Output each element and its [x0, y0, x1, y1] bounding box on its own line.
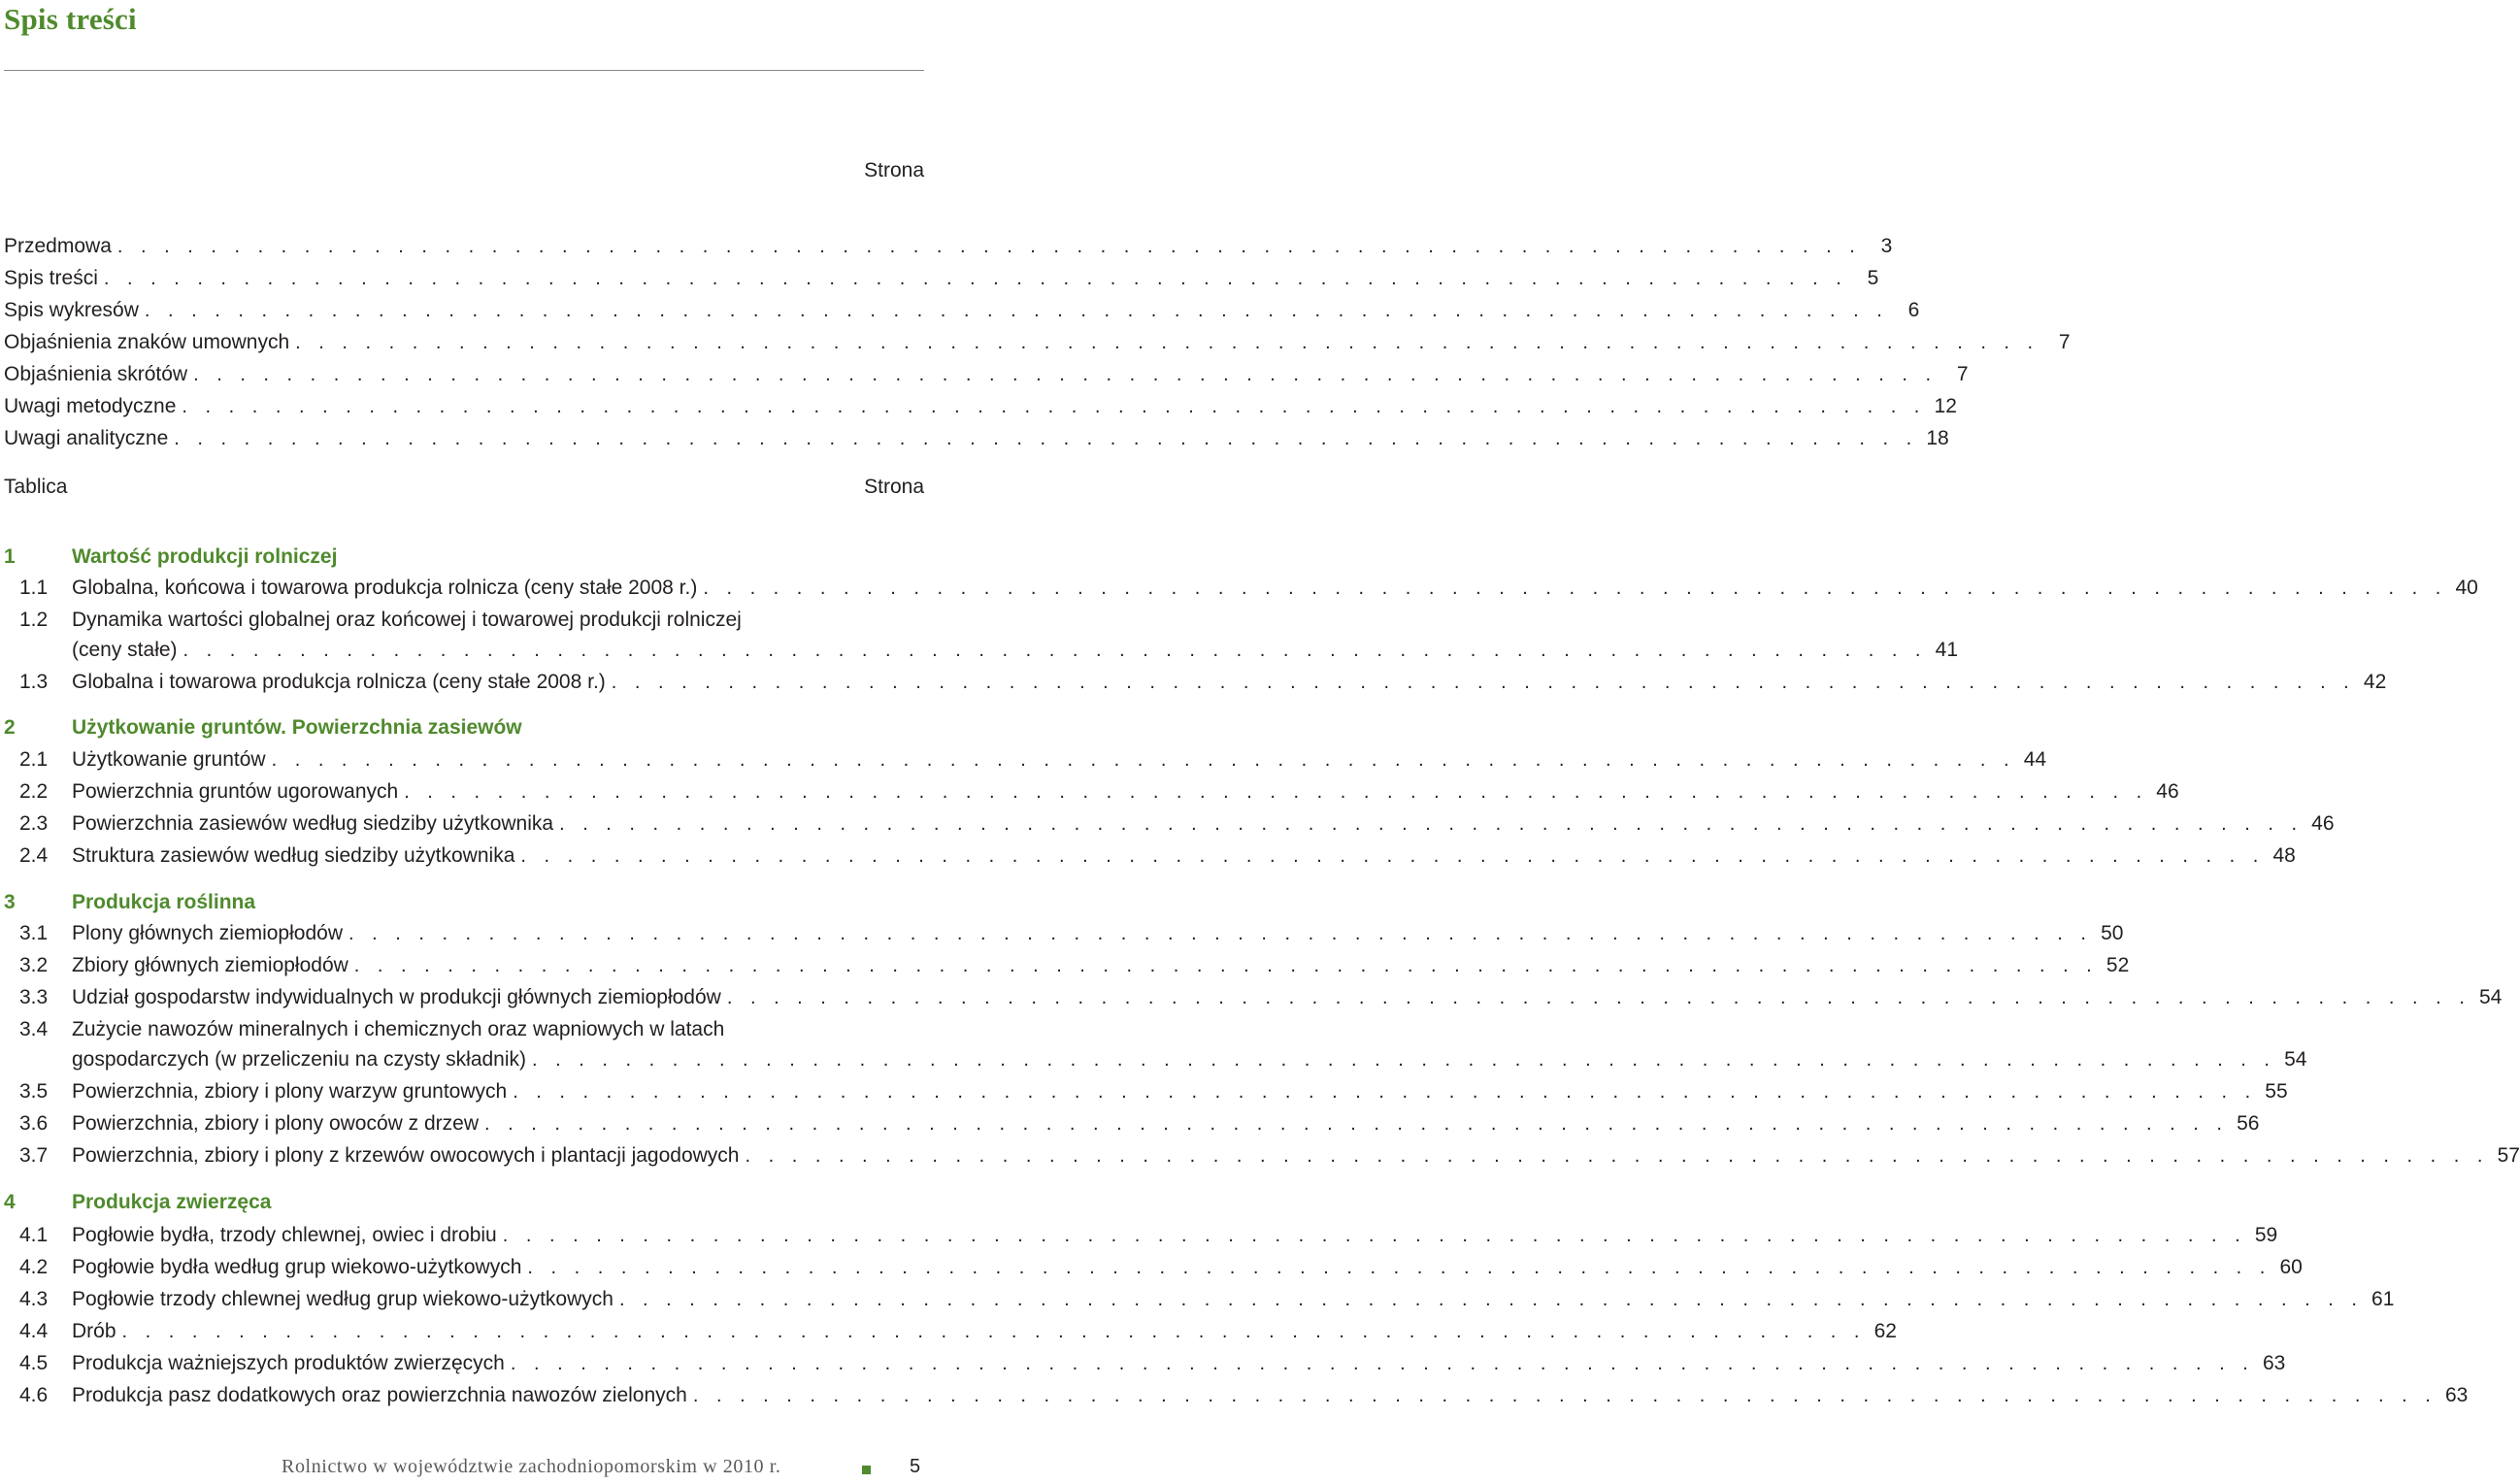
page-number: 46 [2156, 780, 2179, 803]
toc-entry[interactable] [4, 775, 2179, 804]
entry-number: 3.4 [19, 1018, 49, 1040]
strona-column-header: Strona [864, 159, 924, 181]
dot-leader: . . . . . . . . . . . . . . . . . . . . . . . . . . . . . . . . . . . . . . . . . . . . . . . . . . . . . . . . . . . . . . . . . . . . . . . . . . . [182, 640, 1927, 661]
entry-label: Powierzchnia zasiewów według siedziby użytkownika [72, 812, 554, 835]
footer-square-icon [862, 1466, 871, 1474]
entry-label: Globalna i towarowa produkcja rolnicza (ceny stałe 2008 r.) [72, 671, 606, 693]
toc-entry[interactable] [4, 1012, 920, 1041]
section-title: Produkcja zwierzęca [72, 1191, 272, 1213]
dot-leader: . . . . . . . . . . . . . . . . . . . . . . . . . . . . . . . . . . . . . . . . . . . . . . . . . . . . . . . . . . . . . . . . . . . . . . . . . . . [484, 1113, 2229, 1135]
dot-leader: . . . . . . . . . . . . . . . . . . . . . . . . . . . . . . . . . . . . . . . . . . . . . . . . . . . . . . . . . . . . . . . . . . . . . . . . . . . [502, 1225, 2247, 1246]
entry-number: 4.1 [19, 1224, 49, 1246]
toc-entry[interactable] [4, 421, 1949, 450]
page-number: 41 [1935, 639, 1958, 661]
section-number: 2 [4, 716, 16, 739]
page-number: 55 [2265, 1080, 2288, 1103]
entry-label: Plony głównych ziemiopłodów [72, 922, 343, 944]
dot-leader: . . . . . . . . . . . . . . . . . . . . . . . . . . . . . . . . . . . . . . . . . . . . . . . . . . . . . . . . . . . . . . . . . . . . . . . . . . . [182, 396, 1926, 417]
dot-leader: . . . . . . . . . . . . . . . . . . . . . . . . . . . . . . . . . . . . . . . . . . . . . . . . . . . . . . . . . . . . . . . . . . . . . . . . . . . [692, 1385, 2437, 1406]
dot-leader: . . . . . . . . . . . . . . . . . . . . . . . . . . . . . . . . . . . . . . . . . . . . . . . . . . . . . . . . . . . . . . . . . . . . . . . . . . . [520, 845, 2265, 867]
page-number: 62 [1873, 1320, 1897, 1342]
toc-entry[interactable] [4, 980, 2503, 1009]
page-number: 12 [1934, 395, 1957, 417]
dot-leader: . . . . . . . . . . . . . . . . . . . . . . . . . . . . . . . . . . . . . . . . . . . . . . . . . . . . . . . . . . . . . . . . . . . . . . . . . . . [348, 923, 2093, 944]
toc-entry[interactable] [4, 807, 2335, 836]
dot-leader: . . . . . . . . . . . . . . . . . . . . . . . . . . . . . . . . . . . . . . . . . . . . . . . . . . . . . . . . . . . . . . . . . . . . . . . . . . . [174, 428, 1918, 449]
entry-label: Produkcja pasz dodatkowych oraz powierzchnia nawozów zielonych [72, 1384, 687, 1406]
section-title: Użytkowanie gruntów. Powierzchnia zasiewów [72, 716, 522, 739]
page-number: 7 [1956, 363, 1969, 385]
toc-entry[interactable] [4, 571, 2478, 600]
entry-number: 1.3 [19, 671, 49, 693]
toc-entry[interactable] [4, 916, 2124, 945]
dot-leader: . . . . . . . . . . . . . . . . . . . . . . . . . . . . . . . . . . . . . . . . . . . . . . . . . . . . . . . . . . . . . . . . . . . . . . . . . . . [193, 364, 1938, 385]
entry-label: Spis wykresów [4, 299, 139, 321]
toc-entry[interactable] [4, 325, 2071, 354]
section-heading [4, 540, 920, 569]
page-number: 6 [1907, 299, 1920, 321]
entry-label: Objaśnienia skrótów [4, 363, 188, 385]
toc-entry[interactable] [4, 1138, 2520, 1168]
entry-number: 1.1 [19, 577, 49, 599]
entry-label-continuation: (ceny stałe) [72, 639, 178, 661]
page-number: 48 [2272, 844, 2296, 867]
toc-entry[interactable] [4, 948, 2130, 977]
page-number: 46 [2311, 812, 2335, 835]
toc-entry[interactable] [4, 665, 2387, 694]
title-rule [4, 70, 924, 71]
dot-leader: . . . . . . . . . . . . . . . . . . . . . . . . . . . . . . . . . . . . . . . . . . . . . . . . . . . . . . . . . . . . . . . . . . . . . . . . . . . [745, 1145, 2489, 1167]
page-number: 54 [2478, 986, 2503, 1008]
tablica-column-header: Tablica [4, 476, 68, 498]
entry-number: 3.1 [19, 922, 49, 944]
toc-entry[interactable] [4, 1250, 2303, 1279]
page-number: 61 [2371, 1288, 2395, 1310]
dot-leader: . . . . . . . . . . . . . . . . . . . . . . . . . . . . . . . . . . . . . . . . . . . . . . . . . . . . . . . . . . . . . . . . . . . . . . . . . . . [703, 577, 2447, 599]
entry-number: 3.6 [19, 1112, 49, 1135]
page-number: 56 [2237, 1112, 2260, 1135]
entry-label: Globalna, końcowa i towarowa produkcja rolnicza (ceny stałe 2008 r.) [72, 577, 698, 599]
entry-number: 3.5 [19, 1080, 49, 1103]
entry-number: 4.2 [19, 1256, 49, 1278]
dot-leader: . . . . . . . . . . . . . . . . . . . . . . . . . . . . . . . . . . . . . . . . . . . . . . . . . . . . . . . . . . . . . . . . . . . . . . . . . . . [121, 1321, 1866, 1342]
page-number: 7 [2058, 331, 2071, 353]
strona-column-header: Strona [864, 476, 924, 498]
entry-label: Użytkowanie gruntów [72, 748, 266, 771]
toc-entry[interactable] [4, 1282, 2395, 1311]
dot-leader: . . . . . . . . . . . . . . . . . . . . . . . . . . . . . . . . . . . . . . . . . . . . . . . . . . . . . . . . . . . . . . . . . . . . . . . . . . . [144, 300, 1889, 321]
page-number: 42 [2363, 671, 2387, 693]
dot-leader: . . . . . . . . . . . . . . . . . . . . . . . . . . . . . . . . . . . . . . . . . . . . . . . . . . . . . . . . . . . . . . . . . . . . . . . . . . . [726, 987, 2471, 1008]
toc-entry[interactable] [4, 1106, 2260, 1136]
entry-label: Zbiory głównych ziemiopłodów [72, 954, 348, 976]
section-heading [4, 885, 920, 914]
dot-leader: . . . . . . . . . . . . . . . . . . . . . . . . . . . . . . . . . . . . . . . . . . . . . . . . . . . . . . . . . . . . . . . . . . . . . . . . . . . [404, 781, 2148, 803]
entry-label: Przedmowa [4, 235, 112, 257]
page-number: 18 [1926, 427, 1949, 449]
toc-entry[interactable] [4, 293, 1920, 322]
toc-entry[interactable] [4, 742, 2047, 772]
dot-leader: . . . . . . . . . . . . . . . . . . . . . . . . . . . . . . . . . . . . . . . . . . . . . . . . . . . . . . . . . . . . . . . . . . . . . . . . . . . [618, 1289, 2364, 1310]
page-title: Spis treści [4, 2, 137, 36]
entry-label: Powierzchnia, zbiory i plony owoców z drzew [72, 1112, 480, 1135]
entry-label-continuation: gospodarczych (w przeliczeniu na czysty składnik) [72, 1048, 527, 1071]
entry-label: Powierzchnia gruntów ugorowanych [72, 780, 399, 803]
page-number: 52 [2106, 954, 2130, 976]
toc-entry[interactable] [4, 261, 1879, 290]
toc-entry[interactable] [4, 1378, 2469, 1407]
section-heading [4, 710, 920, 740]
dot-leader: . . . . . . . . . . . . . . . . . . . . . . . . . . . . . . . . . . . . . . . . . . . . . . . . . . . . . . . . . . . . . . . . . . . . . . . . . . . [532, 1049, 2276, 1071]
dot-leader: . . . . . . . . . . . . . . . . . . . . . . . . . . . . . . . . . . . . . . . . . . . . . . . . . . . . . . . . . . . . . . . . . . . . . . . . . . . [271, 749, 2016, 771]
entry-number: 4.3 [19, 1288, 49, 1310]
page-number: 54 [2284, 1048, 2307, 1071]
page-number: 57 [2497, 1144, 2520, 1167]
section-number: 3 [4, 891, 16, 913]
entry-number: 2.2 [19, 780, 49, 803]
toc-entry[interactable] [4, 1218, 2278, 1247]
entry-label: Struktura zasiewów według siedziby użytkownika [72, 844, 515, 867]
entry-number: 3.2 [19, 954, 49, 976]
entry-label: Powierzchnia, zbiory i plony z krzewów owocowych i plantacji jagodowych [72, 1144, 740, 1167]
section-number: 1 [4, 545, 16, 568]
footer-page-number: 5 [910, 1456, 921, 1477]
entry-label: Pogłowie bydła, trzody chlewnej, owiec i drobiu [72, 1224, 497, 1246]
dot-leader: . . . . . . . . . . . . . . . . . . . . . . . . . . . . . . . . . . . . . . . . . . . . . . . . . . . . . . . . . . . . . . . . . . . . . . . . . . . [103, 268, 1848, 289]
dot-leader: . . . . . . . . . . . . . . . . . . . . . . . . . . . . . . . . . . . . . . . . . . . . . . . . . . . . . . . . . . . . . . . . . . . . . . . . . . . [611, 672, 2356, 693]
entry-number: 2.3 [19, 812, 49, 835]
entry-label: Uwagi metodyczne [4, 395, 177, 417]
entry-label: Udział gospodarstw indywidualnych w produkcji głównych ziemiopłodów [72, 986, 721, 1008]
section-title: Wartość produkcji rolniczej [72, 545, 338, 568]
entry-label: Dynamika wartości globalnej oraz końcowej i towarowej produkcji rolniczej [72, 609, 742, 631]
entry-label: Spis treści [4, 267, 98, 289]
entry-label: Uwagi analityczne [4, 427, 169, 449]
entry-number: 4.5 [19, 1352, 49, 1374]
entry-number: 4.6 [19, 1384, 49, 1406]
section-title: Produkcja roślinna [72, 891, 256, 913]
page-number: 44 [2023, 748, 2047, 771]
entry-label: Pogłowie trzody chlewnej według grup wiekowo-użytkowych [72, 1288, 613, 1310]
toc-entry-continuation[interactable] [72, 1042, 2307, 1072]
entry-number: 1.2 [19, 609, 49, 631]
entry-label: Objaśnienia znaków umownych [4, 331, 290, 353]
entry-label: Zużycie nawozów mineralnych i chemicznych oraz wapniowych w latach [72, 1018, 725, 1040]
page-number: 60 [2279, 1256, 2303, 1278]
entry-number: 2.1 [19, 748, 49, 771]
dot-leader: . . . . . . . . . . . . . . . . . . . . . . . . . . . . . . . . . . . . . . . . . . . . . . . . . . . . . . . . . . . . . . . . . . . . . . . . . . . [513, 1081, 2257, 1103]
dot-leader: . . . . . . . . . . . . . . . . . . . . . . . . . . . . . . . . . . . . . . . . . . . . . . . . . . . . . . . . . . . . . . . . . . . . . . . . . . . [353, 955, 2099, 976]
toc-entry[interactable] [4, 839, 2296, 868]
entry-label: Pogłowie bydła według grup wiekowo-użytkowych [72, 1256, 522, 1278]
dot-leader: . . . . . . . . . . . . . . . . . . . . . . . . . . . . . . . . . . . . . . . . . . . . . . . . . . . . . . . . . . . . . . . . . . . . . . . . . . . [559, 813, 2304, 835]
page-number: 63 [2262, 1352, 2286, 1374]
toc-entry[interactable] [4, 603, 920, 632]
dot-leader: . . . . . . . . . . . . . . . . . . . . . . . . . . . . . . . . . . . . . . . . . . . . . . . . . . . . . . . . . . . . . . . . . . . . . . . . . . . [116, 236, 1862, 257]
section-heading [4, 1185, 920, 1214]
entry-number: 3.7 [19, 1144, 49, 1167]
dot-leader: . . . . . . . . . . . . . . . . . . . . . . . . . . . . . . . . . . . . . . . . . . . . . . . . . . . . . . . . . . . . . . . . . . . . . . . . . . . [295, 332, 2039, 353]
entry-number: 4.4 [19, 1320, 49, 1342]
section-number: 4 [4, 1191, 16, 1213]
toc-entry[interactable] [4, 1314, 1897, 1343]
toc-entry[interactable] [4, 1346, 2286, 1375]
toc-entry[interactable] [4, 357, 1969, 386]
dot-leader: . . . . . . . . . . . . . . . . . . . . . . . . . . . . . . . . . . . . . . . . . . . . . . . . . . . . . . . . . . . . . . . . . . . . . . . . . . . [510, 1353, 2255, 1374]
page-number: 50 [2101, 922, 2124, 944]
entry-label: Produkcja ważniejszych produktów zwierzęcych [72, 1352, 505, 1374]
page-number: 59 [2254, 1224, 2278, 1246]
toc-entry[interactable] [4, 229, 1893, 258]
page-number: 63 [2444, 1384, 2469, 1406]
toc-entry[interactable] [4, 1074, 2288, 1104]
page-number: 40 [2455, 577, 2478, 599]
dot-leader: . . . . . . . . . . . . . . . . . . . . . . . . . . . . . . . . . . . . . . . . . . . . . . . . . . . . . . . . . . . . . . . . . . . . . . . . . . . [527, 1257, 2271, 1278]
entry-number: 2.4 [19, 844, 49, 867]
toc-entry-continuation[interactable] [72, 633, 1958, 662]
entry-number: 3.3 [19, 986, 49, 1008]
page-number: 5 [1867, 267, 1879, 289]
toc-entry[interactable] [4, 389, 1957, 418]
entry-label: Powierzchnia, zbiory i plony warzyw gruntowych [72, 1080, 508, 1103]
running-footer: Rolnictwo w województwie zachodniopomorskim w 2010 r. [282, 1456, 781, 1477]
page-number: 3 [1880, 235, 1893, 257]
entry-label: Drób [72, 1320, 116, 1342]
